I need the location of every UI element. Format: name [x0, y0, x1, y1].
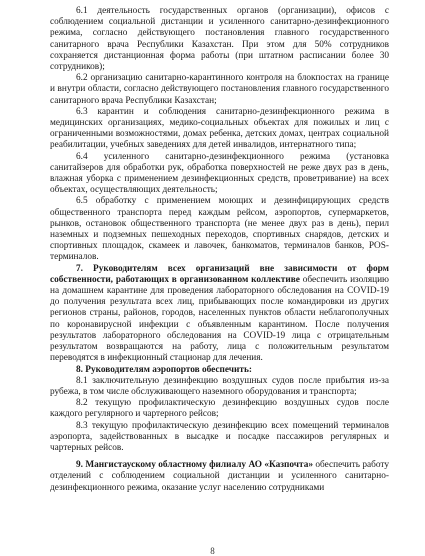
paragraph-8-2: 8.2 текущую профилактическую дезинфекцию воздушных судов после каждого регулярного и чартерного рейсов;: [50, 398, 389, 420]
paragraph-7-text: обеспечить изоляцию на домашнем карантине для проведения лабораторного обследования на COVID-19 до получения результата всех лиц, прибывающих после командировки из других регионов страны, районов, городов, населенных пунктов области неблагополучных по коронавирусной инфекции с объявленным карантином. После получения результатов лабораторного обследования на COVID-19 лица с отрицательным результатом возвращаются на работу, лица с положительным результатом переводятся в инфекционный стационар для лечения.: [50, 274, 389, 364]
paragraph-7-bold: 7. Руководителям всех организаций вне зависимости от форм собственности, работающих в организованном коллективе: [50, 263, 389, 285]
paragraph-7: [50, 264, 389, 365]
paragraph-6-3: 6.3 карантин и соблюдения санитарно-дезинфекционного режима в медицинских организациях, медико-социальных объектах для пожилых и лиц с ограниченными возможностями, домах ребенка, детских домах, центрах социальной реабилитации, учебных заведениях для детей инвалидов, интернатного типа;: [50, 106, 389, 151]
document-page: [50, 6, 389, 494]
heading-8: 8. Руководителям аэропортов обеспечить:: [76, 364, 252, 375]
paragraph-8-3: 8.3 текущую профилактическую дезинфекцию всех помещений терминалов аэропорта, задействованных в высадке и посадке пассажиров регулярных и чартерных рейсов.: [50, 420, 389, 453]
paragraph-6-5: 6.5 обработку с применением моющих и дезинфицирующих средств общественного транспорта перед каждым рейсом, аэропортов, супермаркетов, рынков, остановок общественного транспорта (не менее двух раз в день), перил наземных и подземных пешеходных переходов, спортивных снарядов, детских и спортивных площадок, скамеек и лавочек, банкоматов, терминалов банков, POS-терминалов.: [50, 196, 389, 263]
paragraph-9-text: обеспечить работу отделений с соблюдением социальной дистанции и усиленного санитарно-дезинфекционного режима, оказание услуг населению сотрудниками: [50, 460, 389, 493]
paragraph-6-4: 6.4 усиленного санитарно-дезинфекционного режима (установка санитайзеров для обработки рук, обработка поверхностей не реже двух раз в день, влажная уборка с применением дезинфекционных средств, проветривание) на всех объектах, осуществляющих деятельность;: [50, 151, 389, 196]
paragraph-9: [50, 460, 389, 494]
paragraph-9-bold: 9. Мангистаускому областному филиалу АО «Казпочта»: [76, 460, 313, 471]
page-number: 8: [210, 546, 215, 556]
paragraph-6-2: 6.2 организацию санитарно-карантинного контроля на блокпостах на границе и внутри области, согласно действующего постановления главного государственного санитарного врача Республики Казахстан;: [50, 73, 389, 106]
paragraph-8-1: 8.1 заключительную дезинфекцию воздушных судов после прибытия из-за рубежа, в том числе обслуживающего наземного оборудования и транспорта;: [50, 375, 389, 397]
paragraph-6-1: 6.1 деятельность государственных органов (организации), офисов с соблюдением социальной дистанции и усиленного санитарно-дезинфекционного режима, согласно действующего постановления главного государственного санитарного врача Республики Казахстан. При этом для 50% сотрудников сохраняется дистанционная форма работы (при штатном расписании более 30 сотрудников);: [50, 6, 389, 73]
